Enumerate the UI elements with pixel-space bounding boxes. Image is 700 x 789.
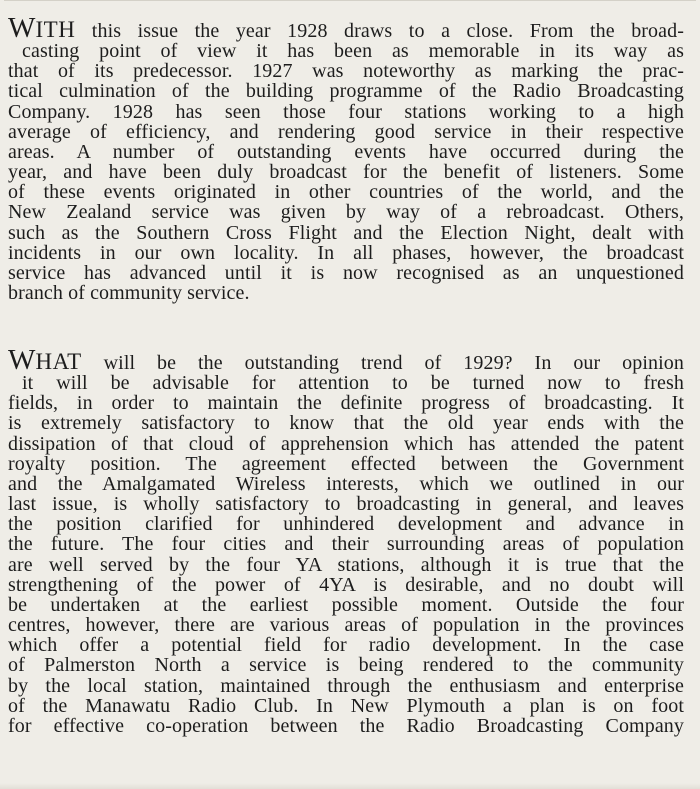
paragraph-line: service has advanced until it is now recognised as an unquestioned (8, 261, 684, 284)
paragraph-line: that of its predecessor. 1927 was noteworthy as marking the prac- (8, 60, 684, 83)
paragraph-line: of Palmerston North a service is being rendered to the community (8, 654, 684, 677)
paragraph-line: New Zealand service was given by way of a rebroadcast. Others, (8, 201, 684, 224)
paragraph-line: which offer a potential field for radio development. In the case (8, 634, 684, 657)
paragraph-line: and the Amalgamated Wireless interests, which we outlined in our (8, 472, 684, 495)
paragraph-line: areas. A number of outstanding events have occurred during the (8, 140, 684, 163)
initial-smallcaps: ITH (35, 17, 76, 42)
paragraph-line: year, and have been duly broadcast for the benefit of listeners. Some (8, 161, 684, 184)
paragraph-line: fields, in order to maintain the definite progress of broadcasting. It (8, 392, 684, 415)
paragraph-line: average of efficiency, and rendering good service in their respective (8, 120, 684, 143)
paragraph-line: Company. 1928 has seen those four stations working to a high (8, 100, 684, 123)
paragraph-line: strengthening of the power of 4YA is desirable, and no doubt will (8, 573, 684, 596)
paragraph-line: is extremely satisfactory to know that the old year ends with the (8, 412, 684, 435)
top-rule (4, 0, 696, 1)
paragraph-line: dissipation of that cloud of apprehension which has attended the patent (8, 432, 684, 455)
paragraph-line: of the Manawatu Radio Club. In New Plymouth a plan is on foot (8, 694, 684, 717)
drop-initial: W (8, 344, 36, 376)
paragraph-1 (8, 12, 684, 305)
initial-smallcaps: HAT (35, 349, 82, 374)
paragraph-line: for effective co-operation between the Radio Broadcasting Company (8, 714, 684, 737)
paragraph-line: the future. The four cities and their surrounding areas of population (8, 533, 684, 556)
paragraph-line: be undertaken at the earliest possible moment. Outside the four (8, 593, 684, 616)
paragraph-line: it will be advisable for attention to be turned now to fresh (22, 372, 684, 395)
paragraph-line: by the local station, maintained through the enthusiasm and enterprise (8, 674, 684, 697)
paragraph-line: last issue, is wholly satisfactory to broadcasting in general, and leaves (8, 493, 684, 516)
paragraph-line: the position clarified for unhindered development and advance in (8, 513, 684, 536)
paragraph-line: centres, however, there are various areas of population in the provinces (8, 614, 684, 637)
paragraph-line: of these events originated in other countries of the world, and the (8, 181, 684, 204)
paragraph-line: royalty position. The agreement effected between the Government (8, 452, 684, 475)
paragraph-line: tical culmination of the building programme of the Radio Broadcasting (8, 80, 684, 103)
paragraph-line: WITH this issue the year 1928 draws to a close. From the broad- (8, 12, 684, 44)
paragraph-line: casting point of view it has been as memorable in its way as (22, 40, 684, 63)
paragraph-line: incidents in our own locality. In all phases, however, the broadcast (8, 241, 684, 264)
drop-initial: W (8, 12, 36, 44)
page-edge (0, 783, 700, 789)
paragraph-line: branch of community service. (8, 282, 250, 305)
paragraph-2 (8, 344, 684, 737)
paragraph-line: are well served by the four YA stations, although it is true that the (8, 553, 684, 576)
paragraph-line: such as the Southern Cross Flight and the Election Night, dealt with (8, 221, 684, 244)
paragraph-line: WHAT will be the outstanding trend of 1929? In our opinion (8, 344, 684, 376)
